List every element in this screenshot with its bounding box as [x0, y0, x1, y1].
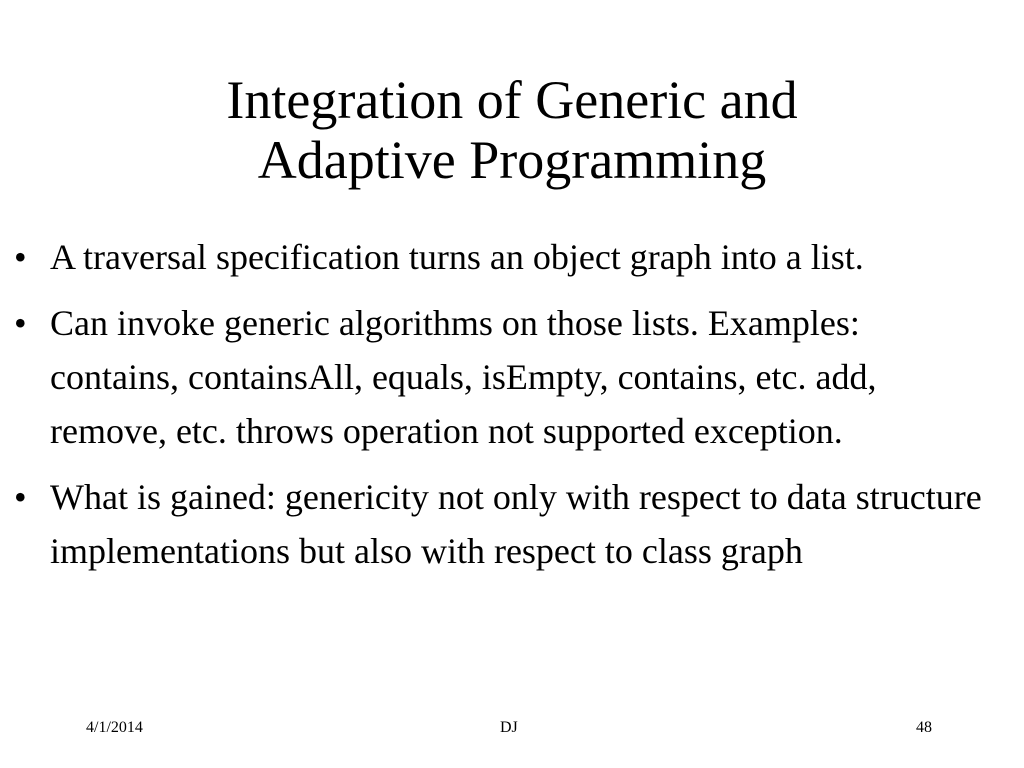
- bullet-marker: •: [14, 477, 27, 517]
- bullet-list: [14, 230, 994, 590]
- slide-title-line-2: Adaptive Programming: [257, 130, 767, 190]
- slide-title: [80, 70, 944, 190]
- bullet-item: [14, 230, 994, 284]
- bullet-text: What is gained: genericity not only with respect to data structure implementations but also with respect to class graph: [50, 477, 982, 571]
- bullet-marker: •: [14, 303, 27, 343]
- bullet-text: Can invoke generic algorithms on those lists. Examples: contains, containsAll, equals, isEmpty, contains, etc. add, remove, etc. throws operation not supported exception.: [50, 303, 877, 451]
- bullet-item: [14, 470, 994, 578]
- slide-title-line-1: Integration of Generic and: [226, 70, 798, 130]
- footer-date: 4/1/2014: [86, 719, 143, 736]
- bullet-item: [14, 296, 994, 458]
- footer-author: DJ: [500, 719, 518, 736]
- footer-page-number: 48: [916, 719, 932, 736]
- bullet-marker: •: [14, 237, 27, 277]
- bullet-text: A traversal specification turns an object graph into a list.: [50, 237, 864, 277]
